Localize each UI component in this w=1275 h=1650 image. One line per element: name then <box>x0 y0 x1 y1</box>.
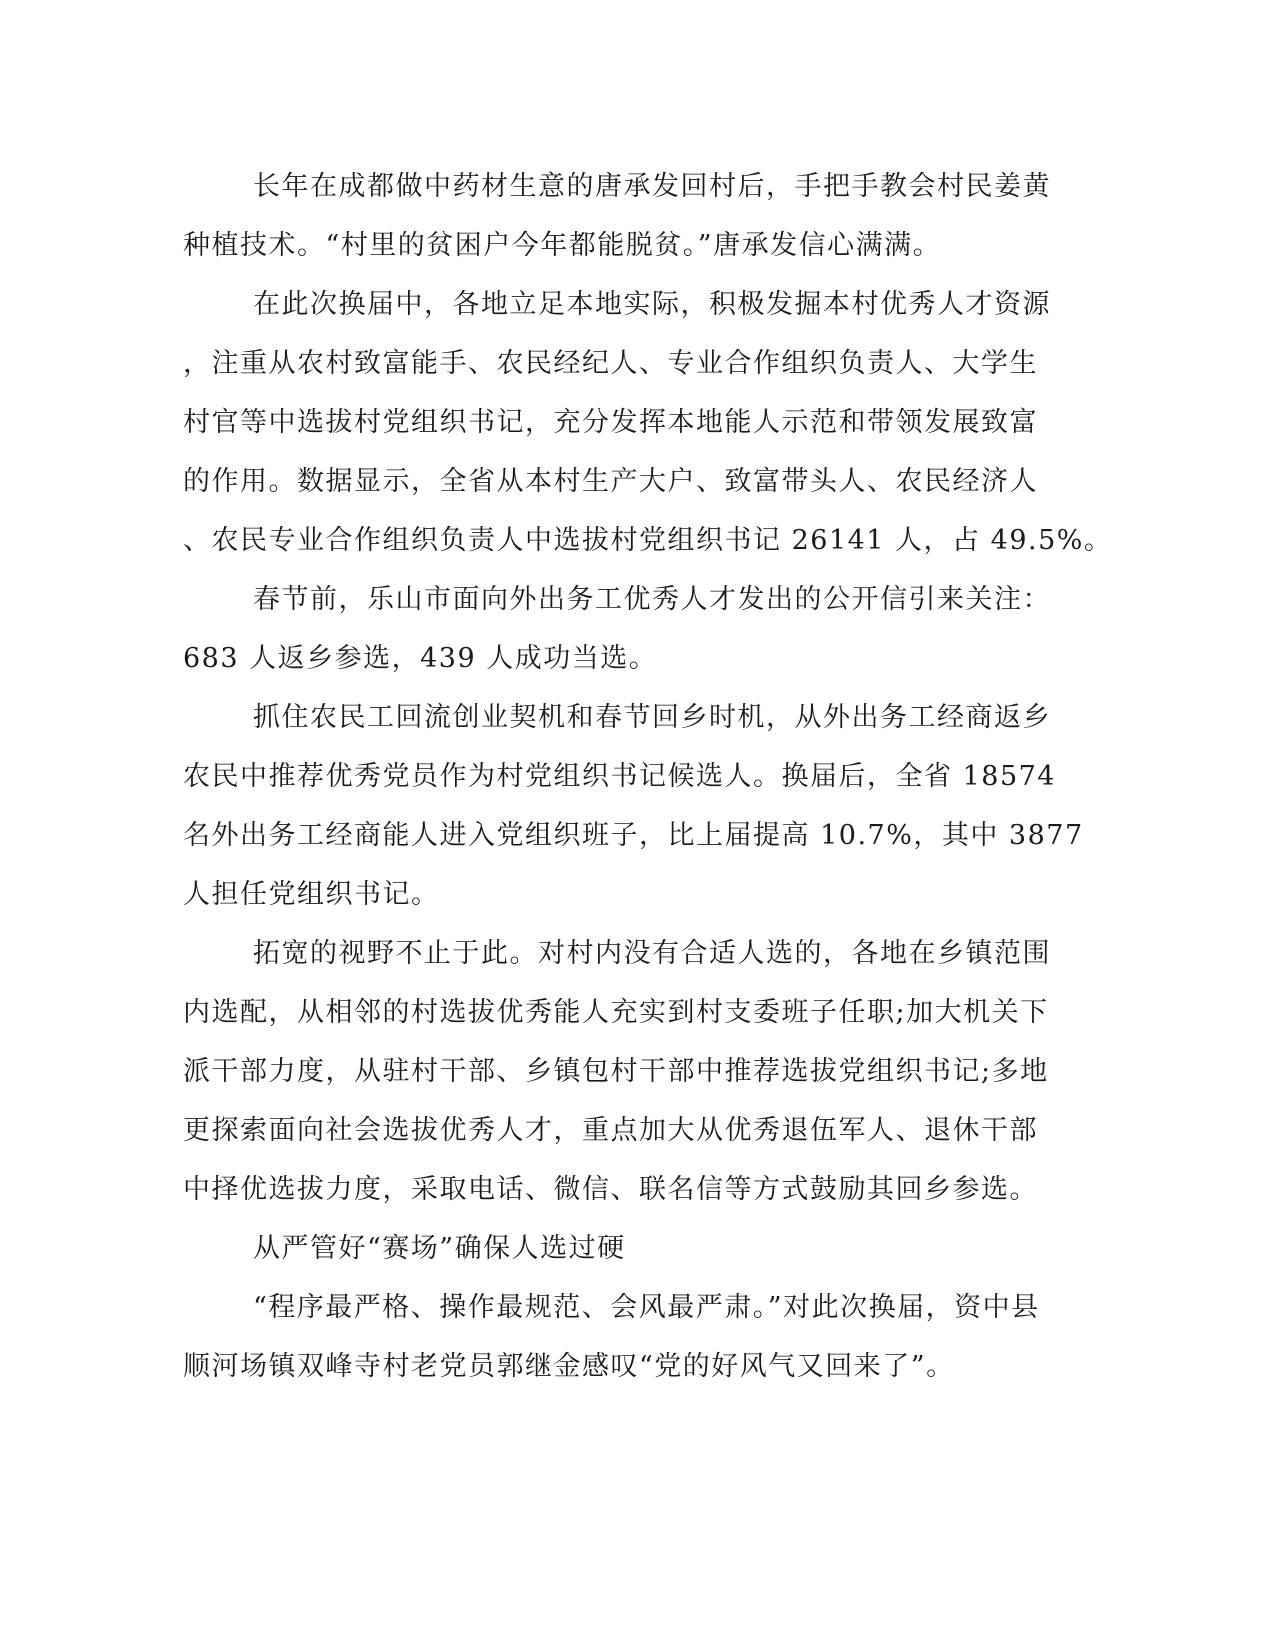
text-line: 内选配，从相邻的村选拔优秀能人充实到村支委班子任职;加大机关下 <box>183 997 1049 1028</box>
section-heading <box>183 1219 1043 1278</box>
text-line: 更探索面向社会选拔优秀人才，重点加大从优秀退伍军人、退休干部 <box>183 1115 1038 1146</box>
text-line: 长年在成都做中药材生意的唐承发回村后，手把手教会村民姜黄 <box>253 171 1051 202</box>
text-line: 的作用。数据显示，全省从本村生产大户、致富带头人、农民经济人 <box>183 466 1038 497</box>
text-line: 农民中推荐优秀党员作为村党组织书记候选人。换届后，全省 18574 <box>183 761 1056 792</box>
document-body <box>183 157 1113 1396</box>
text-line: 683 人返乡参选，439 人成功当选。 <box>183 643 658 674</box>
paragraph-1 <box>183 157 1051 275</box>
text-line: 、农民专业合作组织负责人中选拔村党组织书记 26141 人，占 49.5%。 <box>183 525 1113 556</box>
text-line: 村官等中选拔村党组织书记，充分发挥本地能人示范和带领发展致富 <box>183 407 1038 438</box>
text-line: 春节前，乐山市面向外出务工优秀人才发出的公开信引来关注： <box>253 584 1051 615</box>
text-line: 在此次换届中，各地立足本地实际，积极发掘本村优秀人才资源 <box>253 289 1051 320</box>
text-line: 中择优选拔力度，采取电话、微信、联名信等方式鼓励其回乡参选。 <box>183 1174 1038 1205</box>
paragraph-5 <box>183 924 1051 1219</box>
section-heading-text: 从严管好“赛场”确保人选过硬 <box>253 1233 626 1264</box>
paragraph-6 <box>183 1278 1043 1396</box>
text-line: 人担任党组织书记。 <box>183 879 440 910</box>
text-line: 抓住农民工回流创业契机和春节回乡时机，从外出务工经商返乡 <box>253 702 1051 733</box>
text-line: 派干部力度，从驻村干部、乡镇包村干部中推荐选拔党组织书记;多地 <box>183 1056 1049 1087</box>
text-line: “程序最严格、操作最规范、会风最严肃。”对此次换届，资中县 <box>253 1292 1040 1323</box>
text-line: 种植技术。“村里的贫困户今年都能脱贫。”唐承发信心满满。 <box>183 230 942 261</box>
text-line: 拓宽的视野不止于此。对村内没有合适人选的，各地在乡镇范围 <box>253 938 1051 969</box>
paragraph-4 <box>183 688 1084 924</box>
text-line: 名外出务工经商能人进入党组织班子，比上届提高 10.7%，其中 3877 <box>183 820 1084 851</box>
text-line: ，注重从农村致富能手、农民经纪人、专业合作组织负责人、大学生 <box>183 348 1038 379</box>
text-line: 顺河场镇双峰寺村老党员郭继金感叹“党的好风气又回来了”。 <box>183 1351 955 1382</box>
paragraph-3 <box>183 570 1051 688</box>
paragraph-2 <box>183 275 1113 570</box>
